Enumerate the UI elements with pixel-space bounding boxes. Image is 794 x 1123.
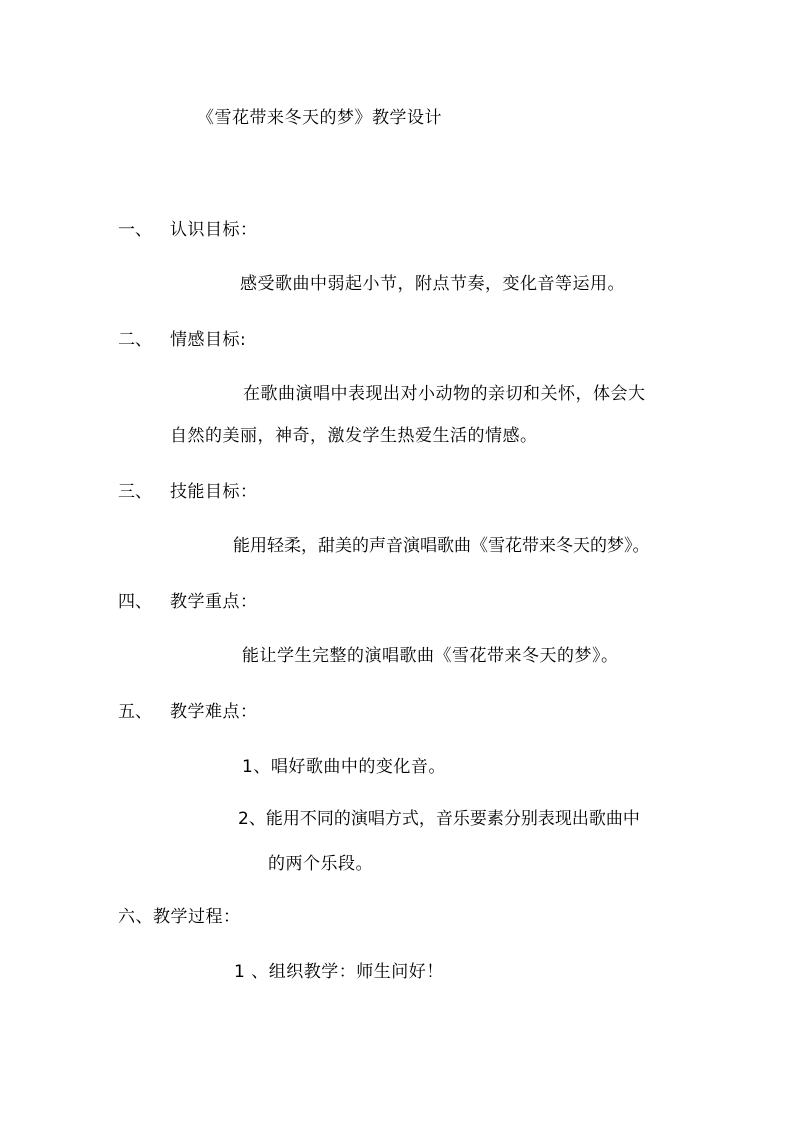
section-4-body-line-1: 能让学生完整的演唱歌曲《雪花带来冬天的梦》。	[242, 646, 619, 666]
section-1-number: 一、	[118, 220, 152, 240]
section-3-body-line-1: 能用轻柔，甜美的声音演唱歌曲《雪花带来冬天的梦》。	[233, 536, 650, 556]
section-6-heading: 六、教学过程：	[118, 907, 241, 927]
section-2-body-line-2: 自然的美丽，神奇，激发学生热爱生活的情感。	[170, 426, 538, 446]
section-2-body-line-1: 在歌曲演唱中表现出对小动物的亲切和关怀，体会大	[243, 384, 646, 404]
section-4-number: 四、	[118, 592, 152, 612]
section-5-number: 五、	[118, 702, 152, 722]
section-3-number: 三、	[118, 482, 152, 502]
section-5-heading: 教学难点：	[170, 702, 258, 722]
section-1-heading: 认识目标：	[170, 220, 258, 240]
section-5-body-line-2: 2、能用不同的演唱方式，音乐要素分别表现出歌曲中	[238, 809, 640, 829]
section-5-body-line-3: 的两个乐段。	[268, 854, 373, 874]
section-6-body-line-1: 1 、组织教学：师生问好！	[234, 962, 444, 982]
section-3-heading: 技能目标：	[170, 482, 258, 502]
section-2-heading: 情感目标:	[170, 330, 247, 350]
section-5-body-line-1: 1、唱好歌曲中的变化音。	[242, 757, 446, 777]
section-2-number: 二、	[118, 330, 152, 350]
document-title: 《雪花带来冬天的梦》教学设计	[197, 108, 442, 128]
section-1-body-line-1: 感受歌曲中弱起小节，附点节奏，变化音等运用。	[240, 274, 625, 294]
section-4-heading: 教学重点：	[170, 592, 258, 612]
